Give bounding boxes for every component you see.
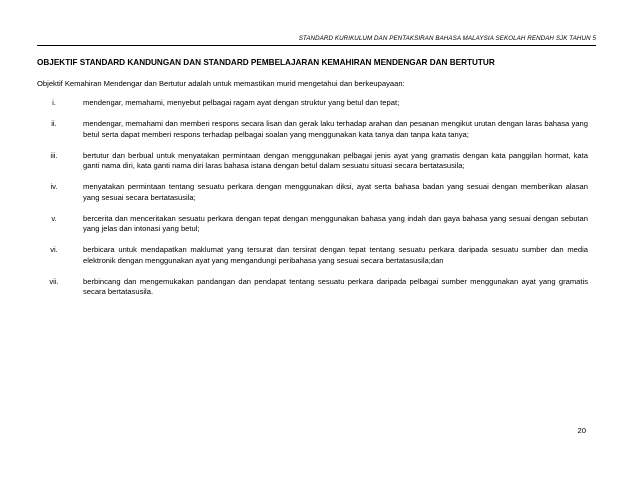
objective-number: ii. — [51, 119, 57, 128]
intro-paragraph: Objektif Kemahiran Mendengar dan Bertutur adalah untuk memastikan murid mengetahui dan berkeupayaan: — [37, 79, 405, 88]
objective-number: i. — [52, 98, 56, 107]
objective-text: berbicara untuk mendapatkan maklumat yang tersurat dan tersirat dengan tepat tentang sesuatu perkara daripada sesuatu sumber dan media elektronik dengan menggunakan ayat yang mengandungi peribahasa yang sesuai secara bertatasusila;dan — [83, 245, 588, 265]
objective-item — [37, 245, 588, 266]
objective-item — [37, 98, 588, 109]
objective-number: v. — [51, 213, 57, 223]
objective-item — [37, 119, 588, 140]
objective-text: mendengar, memahami dan memberi respons secara lisan dan gerak laku terhadap arahan dan pesanan mengikut urutan dengan laras bahasa yang betul serta dapat memberi respons terhadap pelbagai soalan yang menggunakan kata tanya dan tanpa kata tanya; — [83, 119, 588, 139]
page-number: 20 — [577, 426, 586, 435]
section-title: OBJEKTIF STANDARD KANDUNGAN DAN STANDARD PEMBELAJARAN KEMAHIRAN MENDENGAR DAN BERTUTUR — [37, 58, 495, 67]
objective-number: iv. — [50, 182, 58, 191]
objective-number: vi. — [50, 245, 58, 254]
objective-item — [37, 182, 588, 203]
objective-number: iii. — [50, 150, 58, 160]
objective-number: vii. — [49, 276, 59, 286]
header-rule — [37, 45, 596, 46]
objective-text: menyatakan permintaan tentang sesuatu perkara dengan menggunakan diksi, ayat serta bahasa badan yang sesuai dengan memberikan alasan yang sesuai secara bertatasusila; — [83, 182, 588, 202]
objective-item — [37, 151, 588, 172]
objective-text: berbincang dan mengemukakan pandangan dan pendapat tentang sesuatu perkara daripada pelbagai sumber menggunakan ayat yang gramatis secara bertatasusila. — [83, 276, 588, 296]
objective-text: mendengar, memahami, menyebut pelbagai ragam ayat dengan struktur yang betul dan tepat; — [83, 98, 400, 107]
objective-item — [37, 277, 588, 298]
running-header: STANDARD KURIKULUM DAN PENTAKSIRAN BAHASA MALAYSIA SEKOLAH RENDAH SJK TAHUN 5 — [298, 35, 596, 42]
objective-item — [37, 214, 588, 235]
objective-text: bertutur dan berbual untuk menyatakan permintaan dengan menggunakan pelbagai jenis ayat yang gramatis dengan kata panggilan hormat, kata ganti nama diri, kata ganti nama diri laras bahasa istana dengan betul dalam sesuatu situasi secara bertatasusila; — [83, 150, 588, 170]
objectives-list — [37, 98, 588, 308]
objective-text: bercerita dan menceritakan sesuatu perkara dengan tepat dengan menggunakan bahasa yang indah dan gaya bahasa yang sesuai dengan sebutan yang jelas dan intonasi yang betul; — [83, 213, 588, 233]
